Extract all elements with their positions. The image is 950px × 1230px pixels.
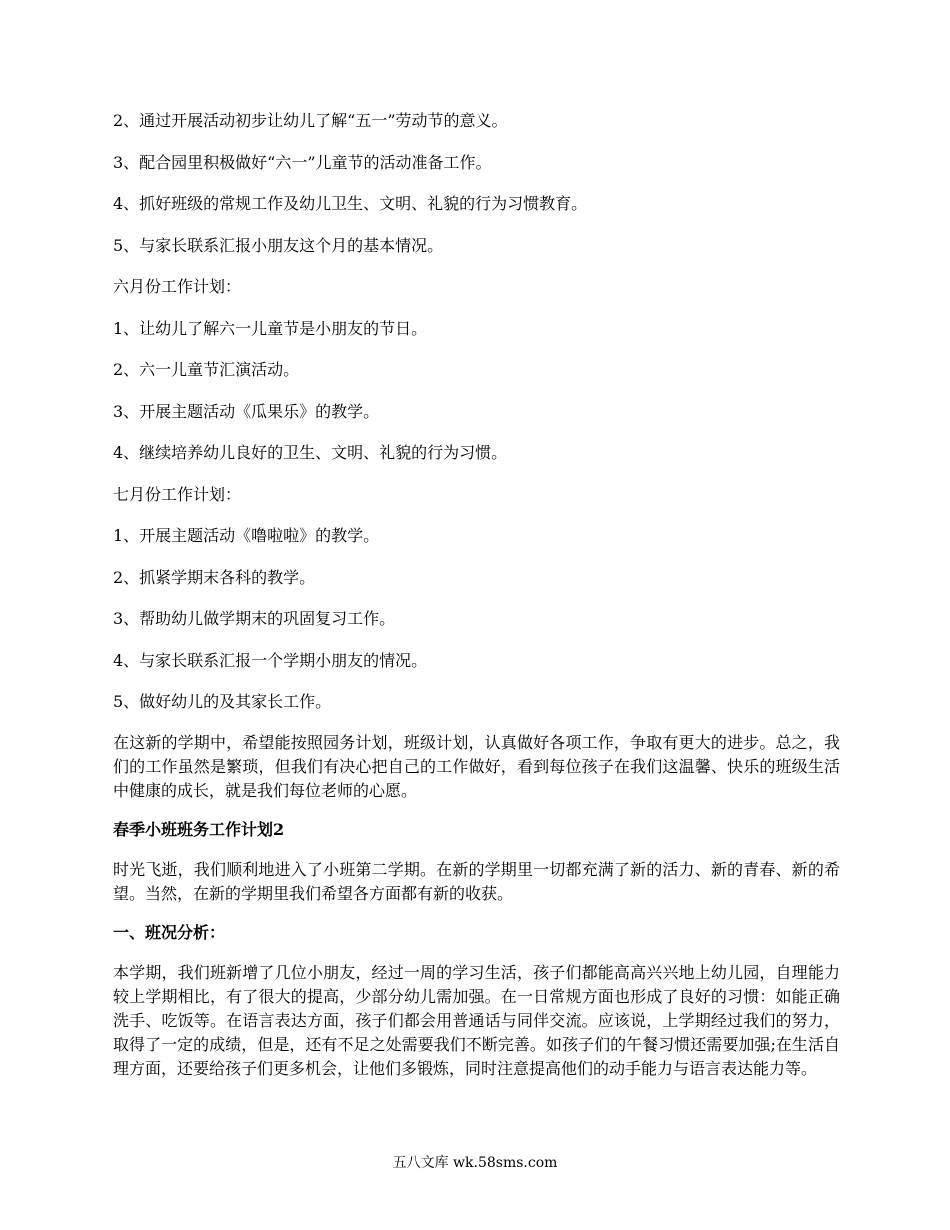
closing-paragraph: 在这新的学期中，希望能按照园务计划，班级计划，认真做好各项工作，争取有更大的进步。总之，我们的工作虽然是繁琐，但我们有决心把自己的工作做好，看到每位孩子在我们这温馨、快乐的班级生活中健康的成长，就是我们每位老师的心愿。 (113, 732, 840, 800)
may-item-3: 3、配合园里积极做好“六一”儿童节的活动准备工作。 (113, 152, 492, 172)
july-item-1: 1、开展主题活动《噜啦啦》的教学。 (113, 526, 380, 545)
july-item-2: 2、抓紧学期末各科的教学。 (113, 567, 316, 587)
footer-watermark: 五八文库 wk.58sms.com (392, 1155, 558, 1171)
may-item-2: 2、通过开展活动初步让幼儿了解“五一”劳动节的意义。 (113, 111, 508, 130)
june-plan-title: 六月份工作计划： (113, 277, 242, 296)
june-item-4: 4、继续培养幼儿良好的卫生、文明、礼貌的行为习惯。 (113, 443, 508, 462)
july-plan-title: 七月份工作计划： (113, 484, 242, 504)
may-item-5: 5、与家长联系汇报小朋友这个月的基本情况。 (113, 235, 444, 255)
july-item-5: 5、做好幼儿的及其家长工作。 (113, 692, 332, 711)
july-item-4: 4、与家长联系汇报一个学期小朋友的情况。 (113, 650, 428, 670)
july-item-3: 3、帮助幼儿做学期末的巩固复习工作。 (113, 609, 396, 628)
june-item-3: 3、开展主题活动《瓜果乐》的教学。 (113, 401, 380, 421)
section-2-intro: 时光飞逝，我们顺利地进入了小班第二学期。在新的学期里一切都充满了新的活力、新的青春、新的希望。当然，在新的学期里我们希望各方面都有新的收获。 (113, 859, 840, 903)
section-2-title: 春季小班班务工作计划2 (113, 819, 285, 839)
may-item-4: 4、抓好班级的常规工作及幼儿卫生、文明、礼貌的行为习惯教育。 (113, 194, 588, 213)
document-page (113, 108, 840, 1095)
analysis-paragraph: 本学期，我们班新增了几位小朋友，经过一周的学习生活，孩子们都能高高兴兴地上幼儿园，自理能力较上学期相比，有了很大的提高，少部分幼儿需加强。在一日常规方面也形成了良好的习惯：如能正确洗手、吃饭等。在语言表达方面，孩子们都会用普通话与同伴交流。应该说，上学期经过我们的努力，取得了一定的成绩，但是，还有不足之处需要我们不断完善。如孩子们的午餐习惯还需要加强;在生活自理方面，还要给孩子们更多机会，让他们多锻炼，同时注意提高他们的动手能力与语言表达能力等。 (113, 962, 840, 1078)
analysis-heading: 一、班况分析： (113, 922, 226, 942)
june-item-2: 2、六一儿童节汇演活动。 (113, 360, 300, 379)
june-item-1: 1、让幼儿了解六一儿童节是小朋友的节日。 (113, 318, 428, 338)
